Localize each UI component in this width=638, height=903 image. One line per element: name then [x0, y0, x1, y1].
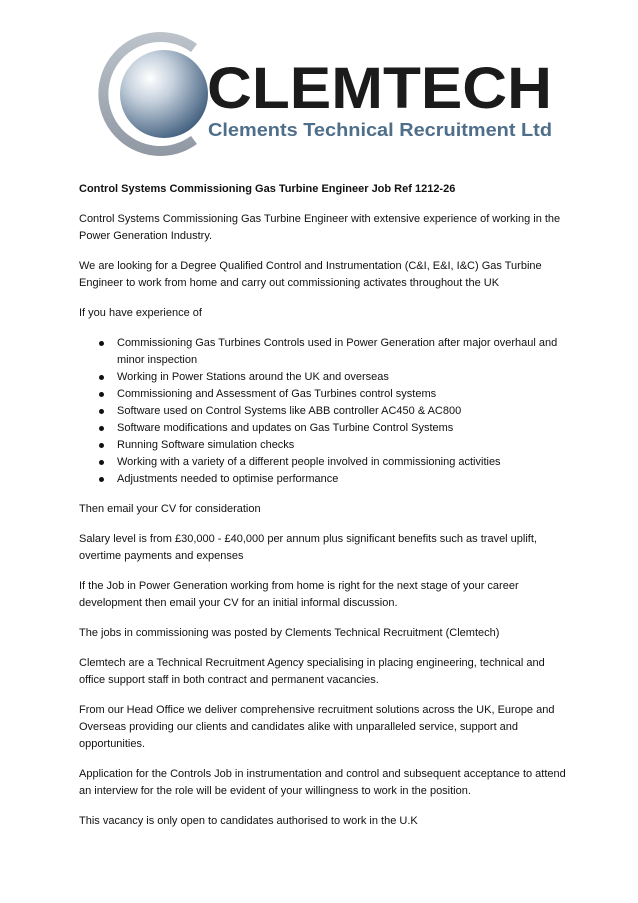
- posted-by-paragraph: The jobs in commissioning was posted by Clements Technical Recruitment (Clemtech): [79, 627, 500, 639]
- list-item: Working with a variety of a different people involved in commissioning activities: [79, 454, 569, 471]
- logo-sphere-shape: [120, 50, 208, 138]
- agency-paragraph: Clemtech are a Technical Recruitment Agency specialising in placing engineering, technical and office support staff in both contract and permanent vacancies.: [79, 657, 545, 686]
- job-title: Control Systems Commissioning Gas Turbine Engineer Job Ref 1212-26: [79, 183, 456, 195]
- clemtech-logo-graphic: [79, 21, 559, 167]
- logo-subtitle: Clements Technical Recruitment Ltd: [208, 120, 552, 140]
- intro-paragraph: Control Systems Commissioning Gas Turbine Engineer with extensive experience of working in the Power Generation Industry.: [79, 213, 561, 242]
- salary-paragraph: Salary level is from £30,000 - £40,000 per annum plus significant benefits such as travel uplift, overtime payments and expenses: [79, 533, 537, 562]
- job-advert: [79, 181, 569, 843]
- clemtech-logo: [79, 21, 559, 167]
- call-to-action: Then email your CV for consideration: [79, 503, 261, 515]
- list-item: Commissioning Gas Turbines Controls used in Power Generation after major overhaul and minor inspection: [79, 335, 569, 369]
- requirements-paragraph: We are looking for a Degree Qualified Control and Instrumentation (C&I, E&I, I&C) Gas Turbine Engineer to work from home and carry out commissioning activates throughout the UK: [79, 260, 542, 289]
- experience-list: [79, 335, 569, 488]
- application-paragraph: Application for the Controls Job in instrumentation and control and subsequent acceptance to attend an interview for the role will be evident of your willingness to work in the position.: [79, 768, 566, 797]
- list-item: Commissioning and Assessment of Gas Turbines control systems: [79, 386, 569, 403]
- experience-lead-in: If you have experience of: [79, 307, 202, 319]
- head-office-paragraph: From our Head Office we deliver comprehensive recruitment solutions across the UK, Europe and Overseas providing our clients and candidates alike with unparalleled service, support and opportunities.: [79, 704, 555, 750]
- list-item: Running Software simulation checks: [79, 437, 569, 454]
- logo-name: CLEMTECH: [207, 56, 552, 121]
- career-paragraph: If the Job in Power Generation working from home is right for the next stage of your career development then email your CV for an initial informal discussion.: [79, 580, 519, 609]
- eligibility-paragraph: This vacancy is only open to candidates authorised to work in the U.K: [79, 815, 418, 827]
- list-item: Working in Power Stations around the UK and overseas: [79, 369, 569, 386]
- list-item: Software used on Control Systems like ABB controller AC450 & AC800: [79, 403, 569, 420]
- list-item: Adjustments needed to optimise performance: [79, 471, 569, 488]
- list-item: Software modifications and updates on Gas Turbine Control Systems: [79, 420, 569, 437]
